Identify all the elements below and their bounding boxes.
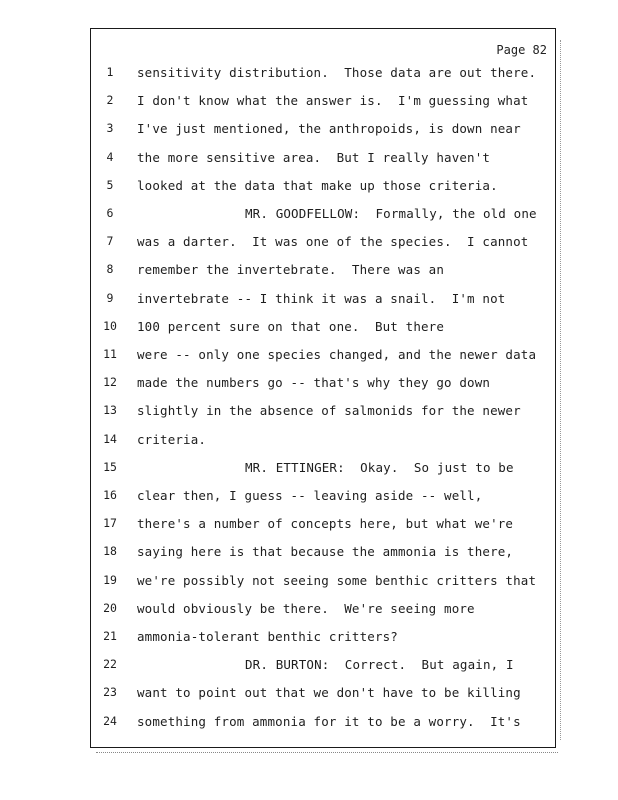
line-number: 21 (103, 629, 117, 643)
transcript-line (91, 714, 557, 734)
transcript-line (91, 629, 557, 649)
right-margin-rule (560, 40, 562, 740)
line-number: 9 (106, 290, 114, 305)
line-text: looked at the data that make up those criteria. (137, 177, 498, 193)
line-text: MR. GOODFELLOW: Formally, the old one (245, 206, 537, 221)
line-text: I've just mentioned, the anthropoids, is down near (137, 121, 521, 137)
transcript-line (91, 516, 557, 536)
line-text: I don't know what the answer is. I'm guessing what (137, 93, 529, 109)
line-text: sensitivity distribution. Those data are out there. (137, 65, 537, 80)
line-text: want to point out that we don't have to be killing (137, 685, 521, 701)
line-text: criteria. (137, 431, 207, 447)
line-number: 13 (103, 403, 117, 418)
line-number: 23 (103, 685, 117, 700)
line-number: 8 (106, 262, 114, 277)
line-number: 10 (103, 318, 117, 333)
line-text: clear then, I guess -- leaving aside -- well, (137, 488, 483, 503)
line-text: would obviously be there. We're seeing more (137, 600, 475, 616)
line-number: 18 (103, 544, 117, 559)
transcript-line (91, 121, 557, 141)
line-number: 24 (103, 713, 117, 728)
line-number: 2 (106, 93, 114, 108)
line-number: 17 (103, 516, 117, 531)
transcript-line (91, 150, 557, 170)
line-text: remember the invertebrate. There was an (137, 262, 445, 278)
line-text: ammonia-tolerant benthic critters? (137, 629, 398, 644)
transcript-line (91, 319, 557, 339)
line-number: 7 (106, 234, 114, 249)
transcript-line (91, 178, 557, 198)
transcript-line (91, 65, 557, 85)
transcript-line (91, 403, 557, 423)
transcript-line (91, 432, 557, 452)
transcript-line (91, 206, 557, 226)
line-text: invertebrate -- I think it was a snail. I'm not (137, 290, 506, 306)
line-number: 11 (103, 347, 117, 361)
line-text: were -- only one species changed, and the newer data (137, 347, 537, 362)
line-text: 100 percent sure on that one. But there (137, 318, 445, 334)
line-text: something from ammonia for it to be a worry. It's (137, 713, 521, 729)
line-number: 4 (106, 149, 114, 164)
transcript-line (91, 488, 557, 508)
transcript-line (91, 375, 557, 395)
transcript-line (91, 601, 557, 621)
line-text: slightly in the absence of salmonids for the newer (137, 403, 521, 419)
line-text: MR. ETTINGER: Okay. So just to be (245, 459, 514, 475)
page-number: Page 82 (496, 43, 547, 57)
line-number: 12 (103, 375, 117, 390)
transcript-line (91, 291, 557, 311)
line-number: 22 (103, 657, 117, 672)
line-text: the more sensitive area. But I really haven't (137, 149, 491, 165)
transcript-line (91, 262, 557, 282)
transcript-line (91, 544, 557, 564)
transcript-page (90, 28, 556, 748)
line-number: 15 (103, 459, 117, 474)
line-number: 19 (103, 572, 117, 587)
line-number: 16 (103, 488, 117, 502)
line-number: 5 (106, 177, 114, 192)
line-text: there's a number of concepts here, but what we're (137, 516, 514, 532)
transcript-line (91, 460, 557, 480)
line-text: DR. BURTON: Correct. But again, I (245, 657, 514, 673)
transcript-line (91, 234, 557, 254)
line-text: made the numbers go -- that's why they go down (137, 375, 491, 391)
line-number: 1 (106, 65, 114, 79)
line-text: was a darter. It was one of the species. I cannot (137, 234, 529, 250)
transcript-line (91, 93, 557, 113)
line-text: we're possibly not seeing some benthic critters that (137, 572, 537, 588)
line-number: 14 (103, 431, 117, 446)
transcript-line (91, 573, 557, 593)
line-number: 3 (106, 121, 114, 136)
transcript-line (91, 347, 557, 367)
transcript-line (91, 657, 557, 677)
bottom-margin-rule (96, 752, 558, 753)
line-number: 20 (103, 600, 117, 615)
line-text: saying here is that because the ammonia is there, (137, 544, 514, 560)
transcript-line (91, 685, 557, 705)
line-number: 6 (106, 206, 114, 220)
